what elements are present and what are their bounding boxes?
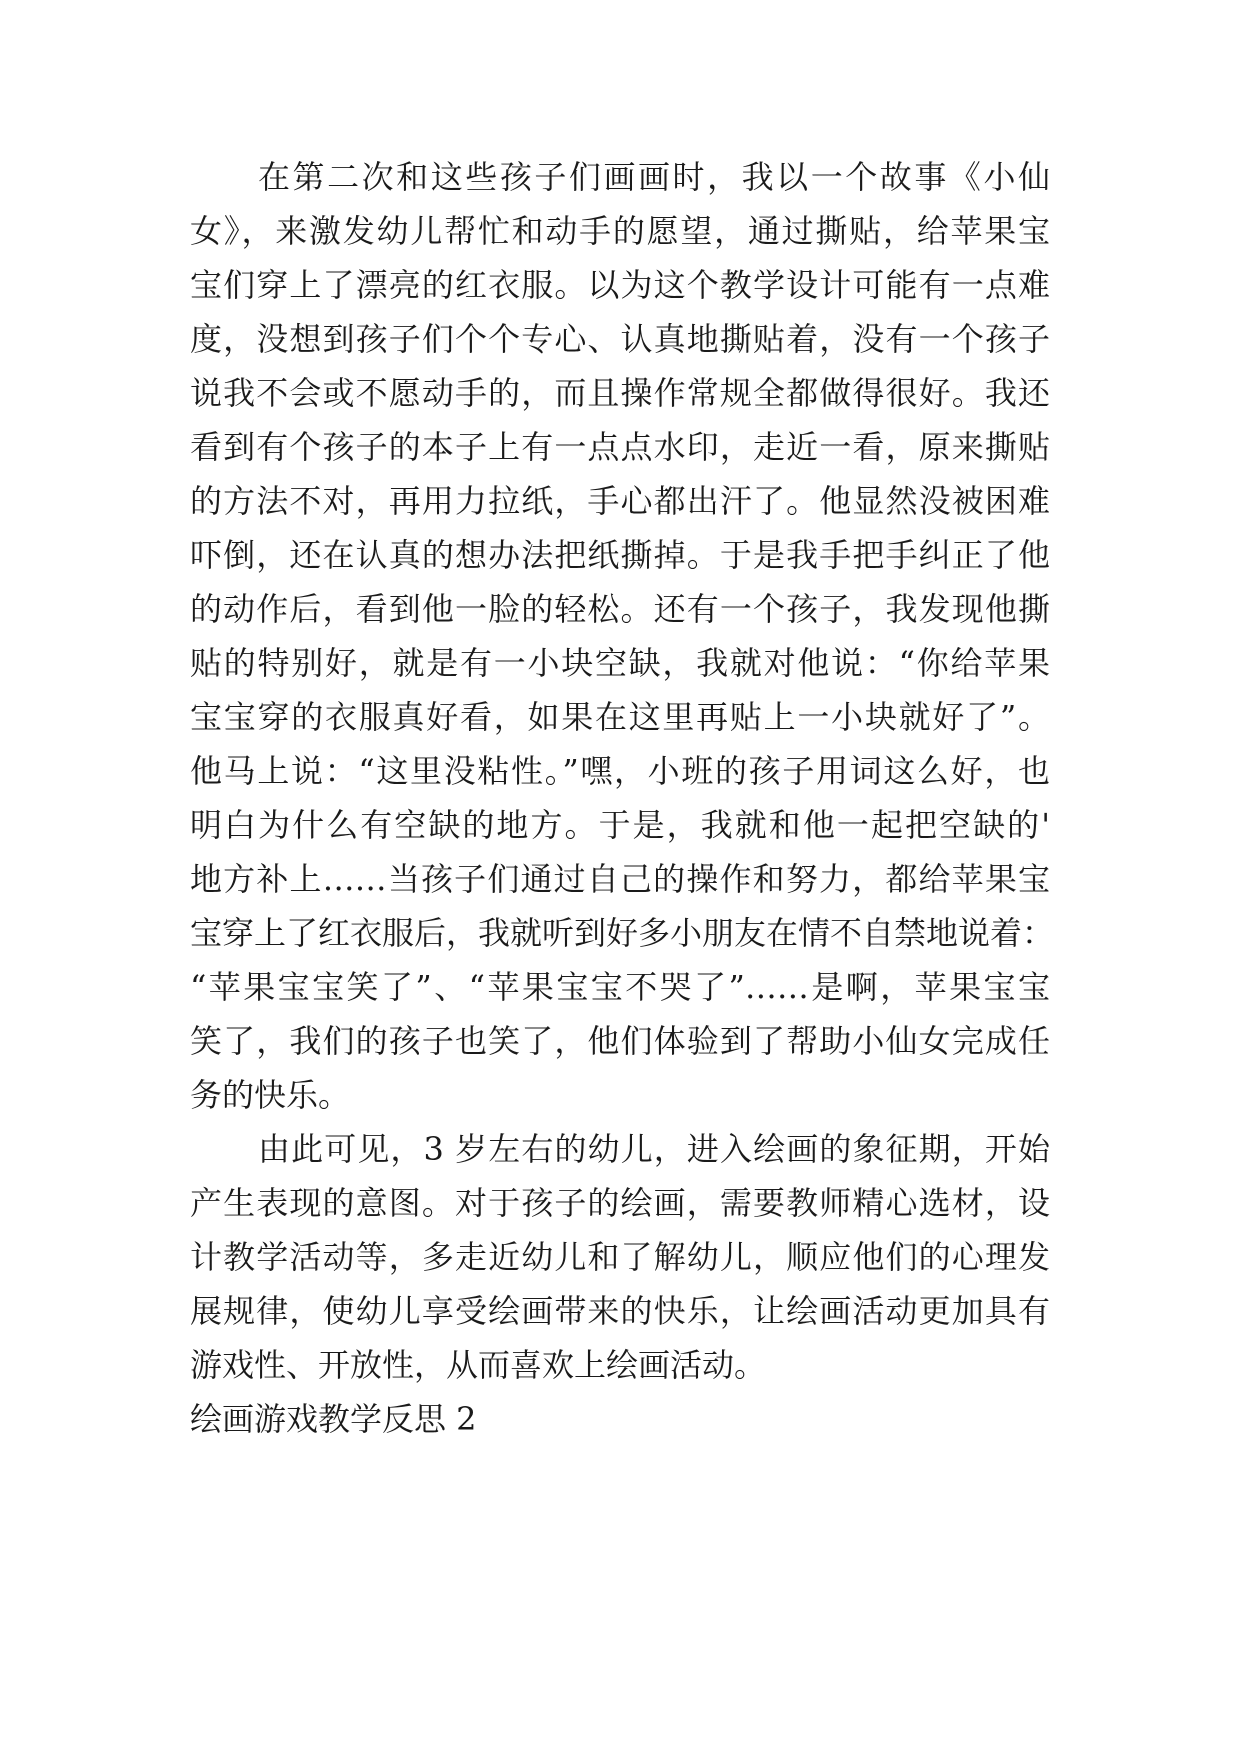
- text-line: 产生表现的意图。对于孩子的绘画，需要教师精心选材，设: [190, 1184, 1050, 1222]
- text-line: 明白为什么有空缺的地方。于是，我就和他一起把空缺的': [190, 806, 1050, 844]
- text-line: 计教学活动等，多走近幼儿和了解幼儿，顺应他们的心理发: [190, 1238, 1050, 1276]
- text-line: 宝宝穿的衣服真好看，如果在这里再贴上一小块就好了”。: [190, 698, 1050, 736]
- text-line: 的方法不对，再用力拉纸，手心都出汗了。他显然没被困难: [190, 482, 1050, 520]
- text-line: 游戏性、开放性，从而喜欢上绘画活动。: [190, 1346, 767, 1384]
- text-line: 展规律，使幼儿享受绘画带来的快乐，让绘画活动更加具有: [190, 1292, 1050, 1330]
- text-line: 度，没想到孩子们个个专心、认真地撕贴着，没有一个孩子: [190, 320, 1050, 358]
- text-line: 说我不会或不愿动手的，而且操作常规全都做得很好。我还: [190, 374, 1050, 412]
- text-line: 务的快乐。: [190, 1076, 351, 1114]
- text-line: 贴的特别好，就是有一小块空缺，我就对他说：“你给苹果: [190, 644, 1050, 682]
- section-heading: 绘画游戏教学反思 2: [190, 1400, 477, 1438]
- text-line: 地方补上……当孩子们通过自己的操作和努力，都给苹果宝: [190, 860, 1050, 898]
- text-line: 的动作后，看到他一脸的轻松。还有一个孩子，我发现他撕: [190, 590, 1050, 628]
- text-line: 女》，来激发幼儿帮忙和动手的愿望，通过撕贴，给苹果宝: [190, 212, 1050, 250]
- text-line: “苹果宝宝笑了”、“苹果宝宝不哭了”……是啊，苹果宝宝: [190, 968, 1050, 1006]
- text-line: 宝穿上了红衣服后，我就听到好多小朋友在情不自禁地说着：: [190, 914, 1055, 952]
- text-line: 看到有个孩子的本子上有一点点水印，走近一看，原来撕贴: [190, 428, 1050, 466]
- text-line: 由此可见，3 岁左右的幼儿，进入绘画的象征期，开始: [258, 1130, 1050, 1168]
- text-line: 笑了，我们的孩子也笑了，他们体验到了帮助小仙女完成任: [190, 1022, 1050, 1060]
- text-line: 吓倒，还在认真的想办法把纸撕掉。于是我手把手纠正了他: [190, 536, 1050, 574]
- text-line: 在第二次和这些孩子们画画时，我以一个故事《小仙: [258, 158, 1050, 196]
- text-line: 宝们穿上了漂亮的红衣服。以为这个教学设计可能有一点难: [190, 266, 1050, 304]
- text-line: 他马上说：“这里没粘性。”嘿，小班的孩子用词这么好，也: [190, 752, 1050, 790]
